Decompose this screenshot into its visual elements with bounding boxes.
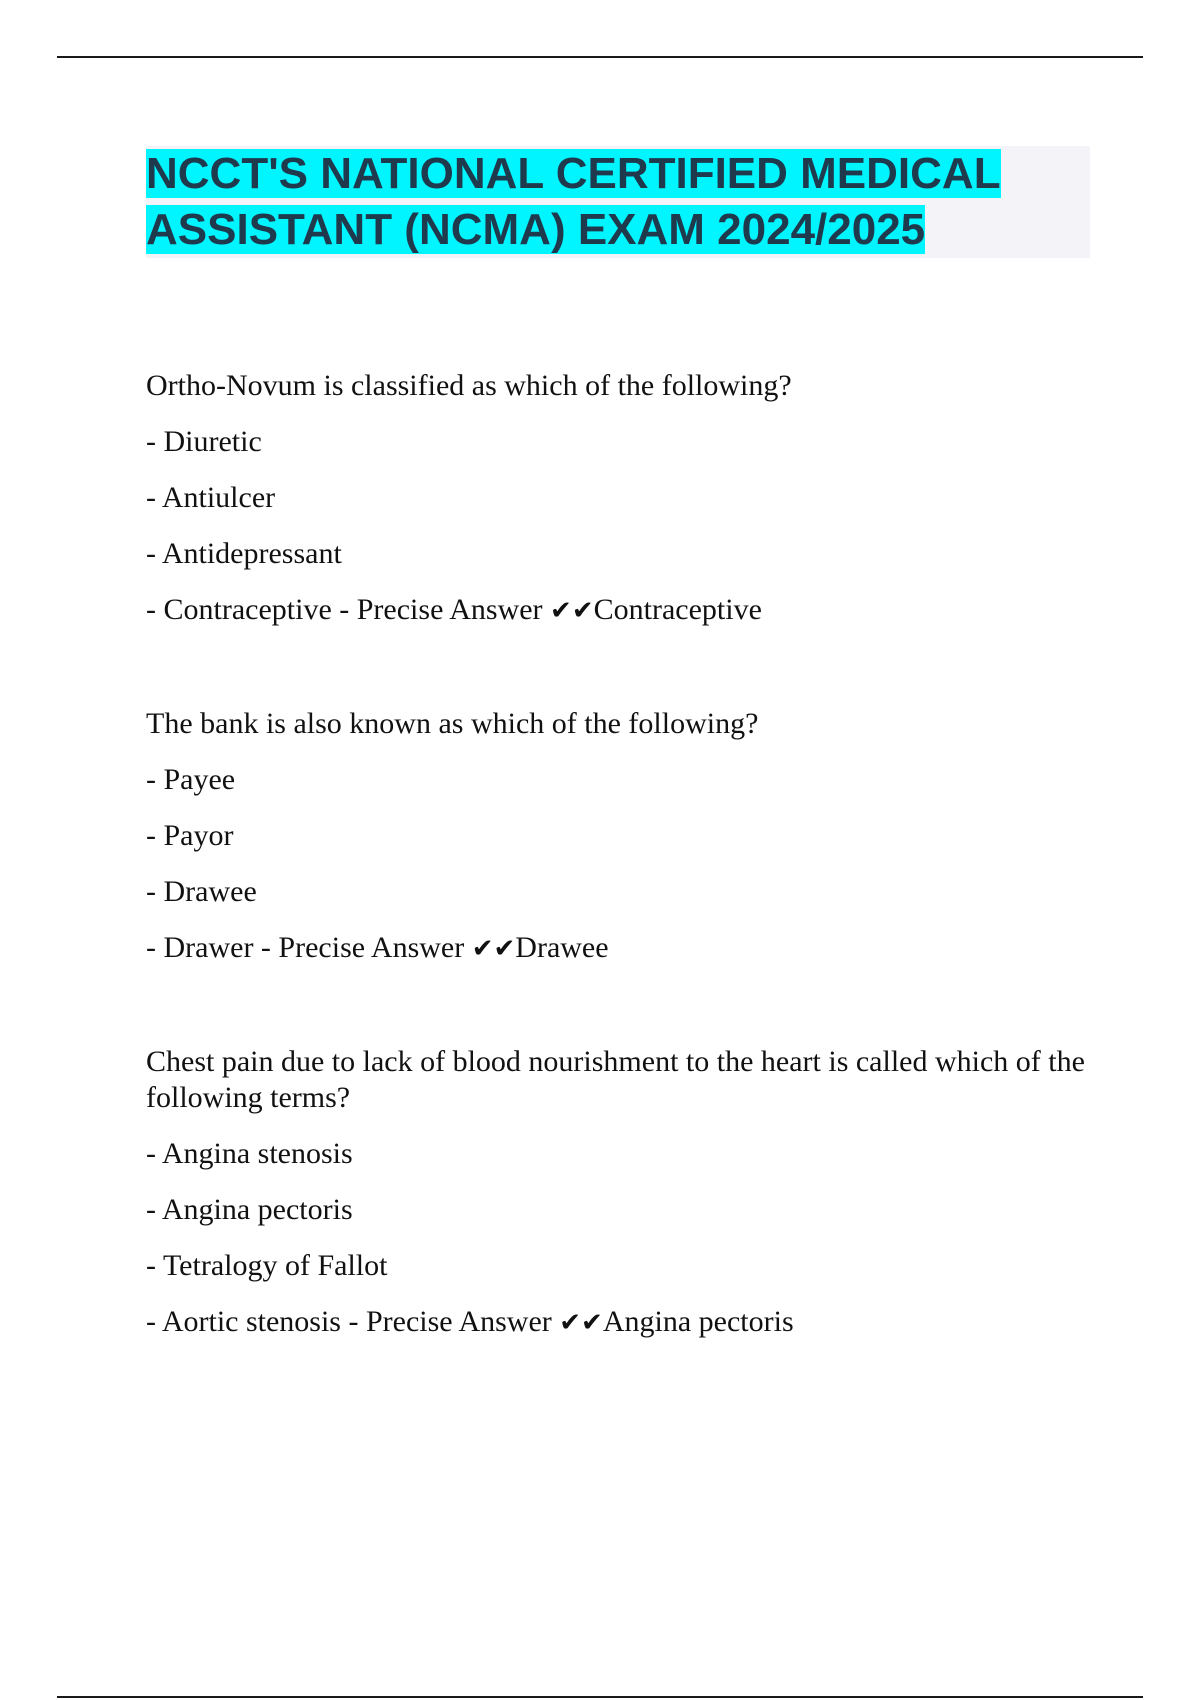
answer-option: - Tetralogy of Fallot (146, 1249, 388, 1282)
answer-option-text: - Aortic stenosis - Precise Answer (146, 1305, 560, 1338)
answer-option: - Payor (146, 819, 234, 852)
answer-option-with-answer (146, 592, 1086, 629)
title-block (146, 146, 1090, 258)
answer-option-with-answer (146, 1304, 1086, 1341)
answer-option: - Diuretic (146, 425, 262, 458)
answer-option: - Antidepressant (146, 537, 342, 570)
correct-answer: Angina pectoris (602, 1305, 794, 1338)
answer-option: - Angina stenosis (146, 1137, 353, 1170)
correct-answer: Drawee (515, 931, 609, 964)
question-text: Ortho-Novum is classified as which of the following? (146, 369, 792, 402)
page-title (146, 146, 1090, 258)
check-icon: ✔✔ (559, 1308, 603, 1338)
answer-option: - Angina pectoris (146, 1193, 353, 1226)
answer-option-text: - Drawer - Precise Answer (146, 931, 472, 964)
answer-option-text: - Contraceptive - Precise Answer (146, 593, 551, 626)
check-icon: ✔✔ (550, 596, 594, 626)
bottom-rule (57, 1696, 1143, 1698)
answer-option: - Payee (146, 763, 236, 796)
answer-option: - Drawee (146, 875, 257, 908)
correct-answer: Contraceptive (593, 593, 762, 626)
answer-option-with-answer (146, 930, 1086, 967)
top-rule (57, 56, 1143, 58)
question-block-1 (146, 368, 1086, 649)
question-text: The bank is also known as which of the following? (146, 707, 759, 740)
question-text: Chest pain due to lack of blood nourishment to the heart is called which of the following terms? (146, 1045, 1085, 1114)
question-block-3 (146, 1044, 1086, 1361)
page-title-highlight: NCCT'S NATIONAL CERTIFIED MEDICAL ASSISTANT (NCMA) EXAM 2024/2025 (146, 149, 1001, 254)
answer-option: - Antiulcer (146, 481, 276, 514)
question-block-2 (146, 706, 1086, 987)
check-icon: ✔✔ (471, 934, 516, 964)
